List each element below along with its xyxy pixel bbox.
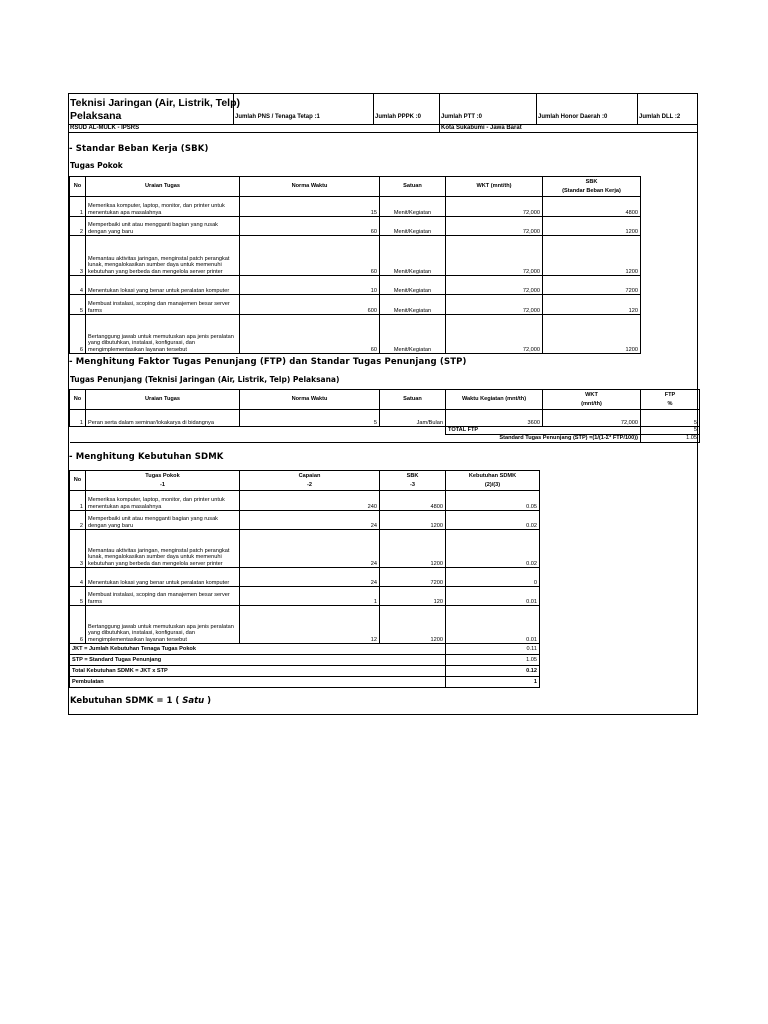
summary-row-pembulatan (70, 677, 540, 688)
row-no: 2 (70, 511, 86, 530)
col-header-kebutuhan-line1: Kebutuhan SDMK (468, 472, 517, 479)
row-kebutuhan: 0 (446, 568, 540, 587)
summary-row-jkt (70, 644, 540, 655)
kebutuhan-sdmk-result (70, 696, 211, 706)
col-header-norma: Norma Waktu (240, 177, 380, 197)
row-sbk: 7200 (543, 276, 641, 295)
row-uraian: Memantau aktivitas jaringan, menginstal patch perangkat lunak, mengalokasikan sumber daya untuk memenuhi kebutuhan yang berbeda dan mengelola server printer (86, 236, 240, 276)
row-no: 2 (70, 217, 86, 236)
summary-label: Pembulatan (70, 677, 446, 688)
section-title-sdmk: - Menghitung Kebutuhan SDMK (69, 452, 224, 462)
ftp-table (69, 389, 700, 443)
row-uraian: Menentukan lokasi yang benar untuk peralatan komputer (86, 276, 240, 295)
jumlah-pppk: Jumlah PPPK :0 (375, 114, 422, 120)
row-norma: 60 (240, 315, 380, 354)
row-satuan: Menit/Kegiatan (380, 276, 446, 295)
row-no: 1 (70, 197, 86, 217)
col-header-tugas-line1: Tugas Pokok (145, 472, 180, 479)
row-kebutuhan: 0.02 (446, 511, 540, 530)
row-wkt: 72,000 (446, 315, 543, 354)
header-divider (373, 94, 374, 124)
col-header-sbk-line2: (Standar Beban Kerja) (562, 188, 621, 194)
total-ftp-row (70, 427, 700, 435)
row-uraian: Bertanggung jawab untuk memutuskan apa jenis peralatan yang dibutuhkan, instalasi, konfigurasi, dan mengimplementasikan layanan tersebut (86, 606, 240, 644)
row-sbk: 1200 (543, 236, 641, 276)
summary-label: STP = Standard Tugas Penunjang (70, 655, 446, 666)
row-kebutuhan: 0.01 (446, 587, 540, 606)
row-capaian: 24 (240, 530, 380, 568)
row-norma: 5 (240, 410, 380, 427)
worksheet (68, 93, 698, 715)
row-no: 6 (70, 606, 86, 644)
col-header-sbk-line2: -3 (410, 482, 415, 488)
row-sbk: 4800 (543, 197, 641, 217)
header-divider (439, 94, 440, 132)
table-row (70, 276, 641, 295)
unit-location: Kota Sukabumi - Jawa Barat (441, 125, 522, 131)
summary-value: 0.11 (446, 644, 540, 655)
sbk-table (69, 176, 641, 354)
col-header-no: No (70, 390, 86, 410)
jumlah-dll: Jumlah DLL :2 (639, 114, 681, 120)
row-uraian: Memperbaiki unit atau mengganti bagian yang rusak dengan yang baru (86, 217, 240, 236)
jumlah-honor: Jumlah Honor Daerah :0 (538, 114, 608, 120)
row-wkt: 72,000 (446, 197, 543, 217)
row-wkt: 72,000 (446, 236, 543, 276)
section-title-ftp: - Menghitung Faktor Tugas Penunjang (FTP) dan Standar Tugas Penunjang (STP) (69, 357, 467, 367)
row-uraian: Peran serta dalam seminar/lokakarya di bidangnya (86, 410, 240, 427)
col-header-sbk (543, 177, 641, 197)
result-word: Satu (182, 696, 205, 706)
col-header-wkt-line2: (mnt/th) (581, 401, 602, 407)
row-sbk: 4800 (380, 491, 446, 511)
row-sbk: 1200 (543, 315, 641, 354)
blank-cell (70, 427, 446, 435)
row-satuan: Menit/Kegiatan (380, 217, 446, 236)
row-satuan: Menit/Kegiatan (380, 236, 446, 276)
row-norma: 600 (240, 295, 380, 315)
col-header-sbk-line1: SBK (406, 472, 419, 479)
table-row (70, 530, 540, 568)
result-suffix: ) (204, 696, 212, 706)
row-capaian: 12 (240, 606, 380, 644)
col-header-wkt: WKT (mnt/th) (446, 177, 543, 197)
row-wkt: 72,000 (543, 410, 641, 427)
col-header-kebutuhan-line2: (2)/(3) (484, 482, 501, 488)
row-uraian: Memantau aktivitas jaringan, menginstal patch perangkat lunak, mengalokasikan sumber daya untuk memenuhi kebutuhan yang berbeda dan mengelola server printer (86, 530, 240, 568)
row-kebutuhan: 0.05 (446, 491, 540, 511)
col-header-tugas (86, 471, 240, 491)
table-row (70, 568, 540, 587)
row-uraian: Menentukan lokasi yang benar untuk peralatan komputer (86, 568, 240, 587)
total-ftp-label: TOTAL FTP (446, 427, 641, 435)
row-wkt: 72,000 (446, 276, 543, 295)
summary-label: JKT = Jumlah Kebutuhan Tenaga Tugas Pokok (70, 644, 446, 655)
row-uraian: Memeriksa komputer, laptop, monitor, dan printer untuk menentukan apa masalahnya (86, 491, 240, 511)
page-title: Teknisi Jaringan (Air, Listrik, Telp) (70, 97, 240, 109)
table-row (70, 217, 641, 236)
subtitle-tugas-pokok: Tugas Pokok (70, 161, 123, 170)
row-waktu: 3600 (446, 410, 543, 427)
row-norma: 10 (240, 276, 380, 295)
col-header-ftp (641, 390, 700, 410)
col-header-uraian: Uraian Tugas (86, 177, 240, 197)
header-divider (637, 94, 638, 124)
table-row (70, 197, 641, 217)
header-rule (69, 124, 698, 125)
row-no: 6 (70, 315, 86, 354)
row-no: 5 (70, 295, 86, 315)
table-row (70, 236, 641, 276)
col-header-ftp-line1: FTP (664, 391, 676, 398)
row-sbk: 1200 (380, 511, 446, 530)
summary-row-total (70, 666, 540, 677)
row-no: 4 (70, 276, 86, 295)
row-satuan: Jam/Bulan (380, 410, 446, 427)
row-sbk: 1200 (380, 530, 446, 568)
result-prefix: Kebutuhan SDMK = 1 ( (70, 696, 183, 706)
col-header-no: No (70, 471, 86, 491)
row-uraian: Memperbaiki unit atau mengganti bagian yang rusak dengan yang baru (86, 511, 240, 530)
row-sbk: 1200 (543, 217, 641, 236)
subtitle-tugas-penunjang: Tugas Penunjang (Teknisi Jaringan (Air, Listrik, Telp) Pelaksana) (70, 375, 340, 384)
row-no: 1 (70, 491, 86, 511)
row-sbk: 120 (543, 295, 641, 315)
jumlah-pns: Jumlah PNS / Tenaga Tetap :1 (235, 114, 320, 120)
row-no: 5 (70, 587, 86, 606)
row-wkt: 72,000 (446, 295, 543, 315)
table-row (70, 491, 540, 511)
summary-label: Total Kebutuhan SDMK = JKT x STP (70, 666, 446, 677)
row-uraian: Bertanggung jawab untuk memutuskan apa jenis peralatan yang dibutuhkan, instalasi, konfigurasi, dan mengimplementasikan layanan tersebut (86, 315, 240, 354)
header-divider (233, 94, 234, 124)
table-row (70, 410, 700, 427)
row-no: 1 (70, 410, 86, 427)
row-uraian: Membuat instalasi, scoping dan manajemen besar server farms (86, 587, 240, 606)
table-row (70, 511, 540, 530)
header-divider (536, 94, 537, 124)
total-ftp-value: 5 (641, 427, 700, 435)
table-row (70, 315, 641, 354)
col-header-capaian-line2: -2 (307, 482, 312, 488)
stp-value: 1.05 (641, 435, 700, 443)
row-no: 3 (70, 530, 86, 568)
row-norma: 15 (240, 197, 380, 217)
col-header-ftp-line2: % (667, 401, 673, 407)
row-no: 3 (70, 236, 86, 276)
col-header-wkt-line1: WKT (585, 391, 598, 398)
summary-row-stp (70, 655, 540, 666)
row-capaian: 24 (240, 511, 380, 530)
col-header-uraian: Uraian Tugas (86, 390, 240, 410)
table-row (70, 606, 540, 644)
col-header-tugas-line2: -1 (160, 482, 165, 488)
col-header-no: No (70, 177, 86, 197)
row-uraian: Memeriksa komputer, laptop, monitor, dan printer untuk menentukan apa masalahnya (86, 197, 240, 217)
row-kebutuhan: 0.02 (446, 530, 540, 568)
sdmk-table (69, 470, 540, 688)
col-header-capaian (240, 471, 380, 491)
summary-value: 0.12 (446, 666, 540, 677)
row-sbk: 1200 (380, 606, 446, 644)
col-header-satuan: Satuan (380, 390, 446, 410)
col-header-sbk (380, 471, 446, 491)
row-norma: 60 (240, 217, 380, 236)
row-capaian: 240 (240, 491, 380, 511)
table-row (70, 295, 641, 315)
col-header-satuan: Satuan (380, 177, 446, 197)
row-satuan: Menit/Kegiatan (380, 295, 446, 315)
col-header-wkt (543, 390, 641, 410)
row-capaian: 1 (240, 587, 380, 606)
jumlah-ptt: Jumlah PTT :0 (441, 114, 483, 120)
row-sbk: 120 (380, 587, 446, 606)
row-ftp: 5 (641, 410, 700, 427)
page-subtitle: Pelaksana (70, 110, 122, 122)
header-rule (69, 132, 698, 133)
col-header-waktu: Waktu Kegiatan (mnt/th) (446, 390, 543, 410)
row-capaian: 24 (240, 568, 380, 587)
row-uraian: Membuat instalasi, scoping dan manajemen besar server farms (86, 295, 240, 315)
row-kebutuhan: 0.01 (446, 606, 540, 644)
unit-name: RSUD AL-MULK - IPSRS (70, 125, 140, 131)
row-wkt: 72,000 (446, 217, 543, 236)
row-sbk: 7200 (380, 568, 446, 587)
row-norma: 60 (240, 236, 380, 276)
col-header-capaian-line1: Capaian (298, 472, 321, 479)
row-satuan: Menit/Kegiatan (380, 197, 446, 217)
table-header-row (70, 471, 540, 491)
col-header-sbk-line1: SBK (585, 178, 598, 185)
row-satuan: Menit/Kegiatan (380, 315, 446, 354)
row-no: 4 (70, 568, 86, 587)
col-header-norma: Norma Waktu (240, 390, 380, 410)
summary-value: 1.05 (446, 655, 540, 666)
stp-label: Standard Tugas Penunjang (STP) =(1/(1-Σ* FTP/100)) (70, 435, 641, 443)
summary-value: 1 (446, 677, 540, 688)
table-row (70, 587, 540, 606)
col-header-kebutuhan (446, 471, 540, 491)
table-header-row (70, 390, 700, 410)
section-title-sbk: - Standar Beban Kerja (SBK) (69, 144, 209, 154)
stp-row (70, 435, 700, 443)
table-header-row (70, 177, 641, 197)
